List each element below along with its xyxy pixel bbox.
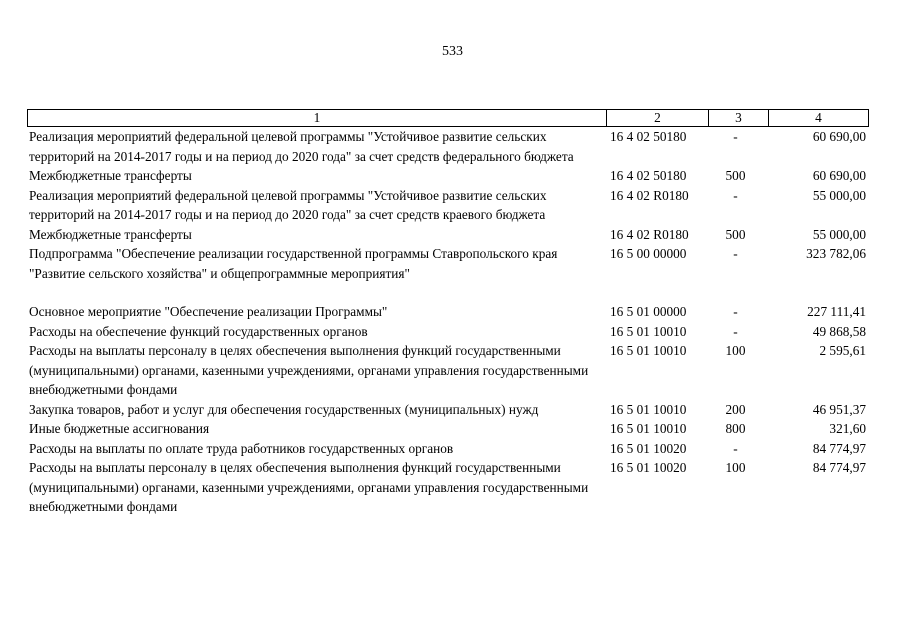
row-type: - — [733, 187, 738, 203]
row-code: 16 5 01 10010 — [610, 421, 687, 436]
row-amount: 46 951,37 — [812, 401, 866, 417]
table-row — [27, 400, 869, 420]
row-code: 16 5 01 10010 — [610, 343, 687, 358]
header-col-1: 1 — [28, 110, 607, 126]
row-name: Расходы на выплаты персоналу в целях обеспечения выполнения функций государственными (муниципальными) органами, казенными учреждениями, органами управления государственными внебюджетными фондами — [29, 343, 589, 397]
table-row — [27, 341, 869, 400]
row-amount: 55 000,00 — [812, 226, 866, 242]
table-row — [27, 302, 869, 322]
table-row — [27, 322, 869, 342]
row-code: 16 5 01 00000 — [610, 304, 687, 319]
row-amount: 55 000,00 — [812, 187, 866, 203]
header-col-2: 2 — [607, 110, 709, 126]
row-amount: 60 690,00 — [812, 129, 866, 144]
row-amount: 321,60 — [829, 421, 866, 436]
row-amount: 49 868,58 — [812, 323, 866, 339]
row-type: 800 — [725, 421, 746, 436]
row-name: Реализация мероприятий федеральной целевой программы "Устойчивое развитие сельских территорий на 2014-2017 годы и на период до 2020 года" за счет средств федерального бюджета — [29, 129, 574, 164]
table-header-row — [27, 109, 869, 127]
row-name: Иные бюджетные ассигнования — [29, 421, 210, 436]
page-number: 533 — [442, 44, 463, 59]
row-type: 100 — [725, 343, 746, 358]
table-row — [27, 166, 869, 186]
row-name: Реализация мероприятий федеральной целевой программы "Устойчивое развитие сельских территорий на 2014-2017 годы и на период до 2020 года" за счет средств краевого бюджета — [29, 187, 547, 222]
row-type: 200 — [725, 401, 746, 417]
row-code: 16 5 00 00000 — [610, 246, 687, 261]
row-name: Расходы на обеспечение функций государственных органов — [29, 323, 368, 339]
row-type: - — [733, 246, 738, 261]
row-amount: 2 595,61 — [819, 343, 866, 358]
table-row — [27, 458, 869, 517]
row-amount: 60 690,00 — [812, 168, 866, 183]
row-code: 16 5 01 10020 — [610, 440, 687, 456]
row-type: 100 — [725, 460, 746, 475]
table-row — [27, 419, 869, 439]
row-code: 16 5 01 10010 — [610, 323, 687, 339]
row-name: Основное мероприятие "Обеспечение реализации Программы" — [29, 304, 388, 319]
row-type: 500 — [725, 226, 746, 242]
row-amount: 227 111,41 — [807, 304, 866, 319]
row-name: Закупка товаров, работ и услуг для обеспечения государственных (муниципальных) нужд — [29, 401, 539, 417]
row-name: Подпрограмма "Обеспечение реализации государственной программы Ставропольского края "Развитие сельского хозяйства" и общепрограммные мероприятия" — [29, 246, 558, 281]
header-col-3: 3 — [709, 110, 769, 126]
row-amount: 84 774,97 — [812, 440, 866, 456]
row-code: 16 4 02 R0180 — [610, 226, 689, 242]
row-type: - — [733, 304, 738, 319]
row-code: 16 4 02 R0180 — [610, 187, 689, 203]
table-row — [27, 186, 869, 225]
budget-table — [27, 109, 869, 517]
row-type: - — [733, 323, 738, 339]
row-type: - — [733, 129, 738, 144]
row-code: 16 4 02 50180 — [610, 129, 687, 144]
row-code: 16 5 01 10010 — [610, 401, 687, 417]
table-row — [27, 244, 869, 302]
row-type: 500 — [725, 168, 746, 183]
row-name: Межбюджетные трансферты — [29, 226, 192, 242]
row-amount: 84 774,97 — [812, 460, 866, 475]
row-code: 16 4 02 50180 — [610, 168, 687, 183]
row-name: Расходы на выплаты персоналу в целях обеспечения выполнения функций государственными (муниципальными) органами, казенными учреждениями, органами управления государственными внебюджетными фондами — [29, 460, 589, 514]
row-code: 16 5 01 10020 — [610, 460, 687, 475]
header-col-4: 4 — [815, 110, 822, 125]
row-type: - — [733, 440, 738, 456]
table-row — [27, 439, 869, 459]
row-name: Межбюджетные трансферты — [29, 168, 192, 183]
row-name: Расходы на выплаты по оплате труда работников государственных органов — [29, 440, 454, 456]
table-row — [27, 225, 869, 245]
table-row — [27, 127, 869, 166]
row-amount: 323 782,06 — [806, 246, 866, 261]
